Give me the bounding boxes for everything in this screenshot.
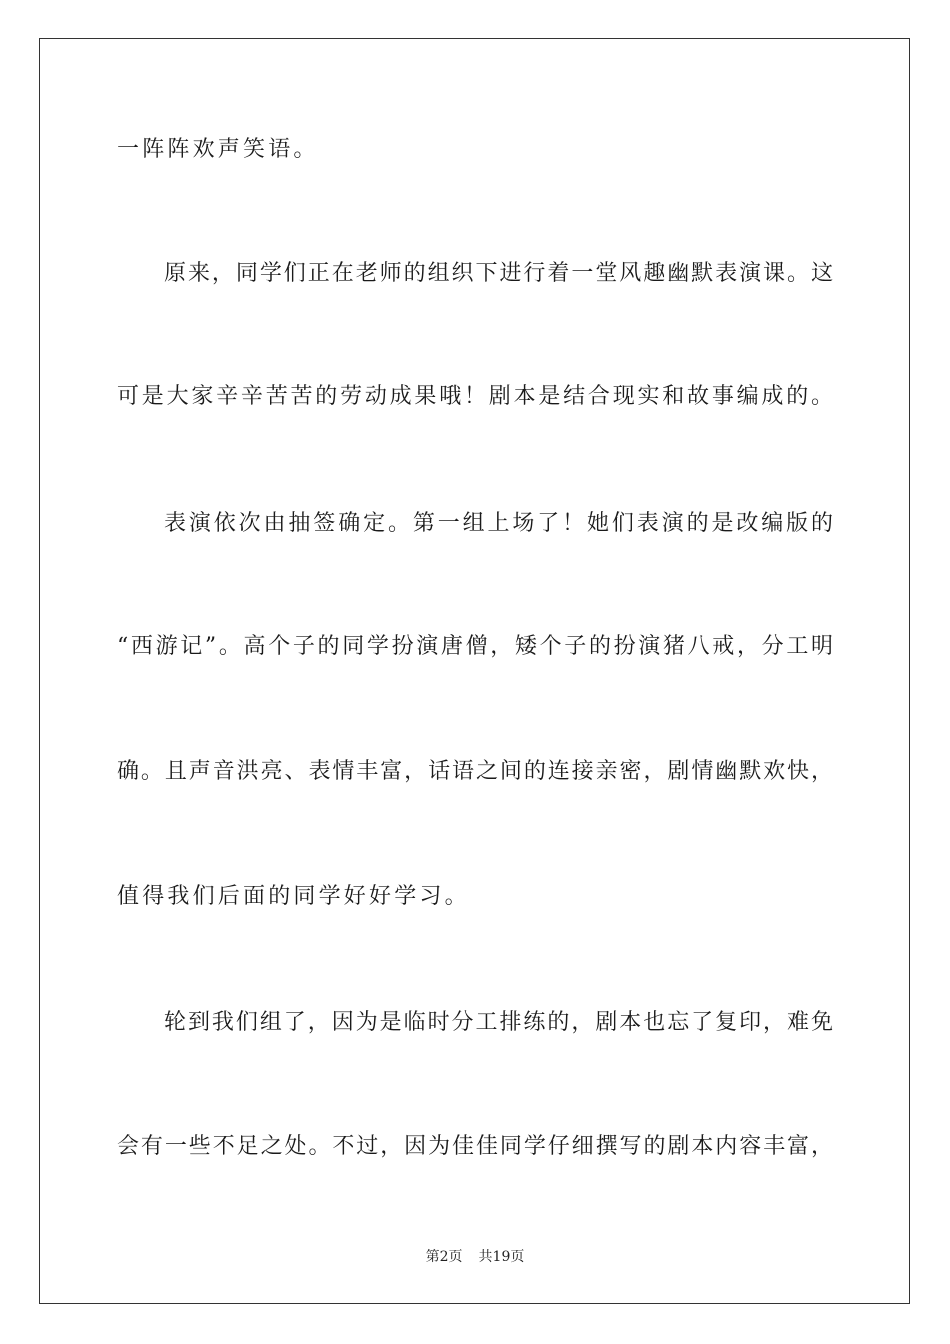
text-line-6: 确。且声音洪亮、表情丰富，话语之间的连接亲密，剧情幽默欢快，	[117, 759, 833, 784]
text-line-4: 表演依次由抽签确定。第一组上场了！她们表演的是改编版的	[164, 511, 833, 536]
text-line-8: 轮到我们组了，因为是临时分工排练的，剧本也忘了复印，难免	[164, 1010, 833, 1035]
text-line-7: 值得我们后面的同学好好学习。	[117, 884, 470, 909]
text-line-1: 一阵阵欢声笑语。	[117, 137, 319, 162]
text-line-5: “西游记”。高个子的同学扮演唐僧，矮个子的扮演猪八戒，分工明	[117, 634, 833, 659]
text-line-3: 可是大家辛辛苦苦的劳动成果哦！剧本是结合现实和故事编成的。	[117, 384, 833, 409]
total-pages: 共19页	[478, 1249, 525, 1265]
page-border	[39, 38, 910, 1304]
text-line-9: 会有一些不足之处。不过，因为佳佳同学仔细撰写的剧本内容丰富，	[117, 1134, 833, 1159]
text-line-2: 原来，同学们正在老师的组织下进行着一堂风趣幽默表演课。这	[164, 261, 833, 286]
page-number: 第2页	[425, 1249, 463, 1265]
page-footer	[0, 1247, 950, 1267]
